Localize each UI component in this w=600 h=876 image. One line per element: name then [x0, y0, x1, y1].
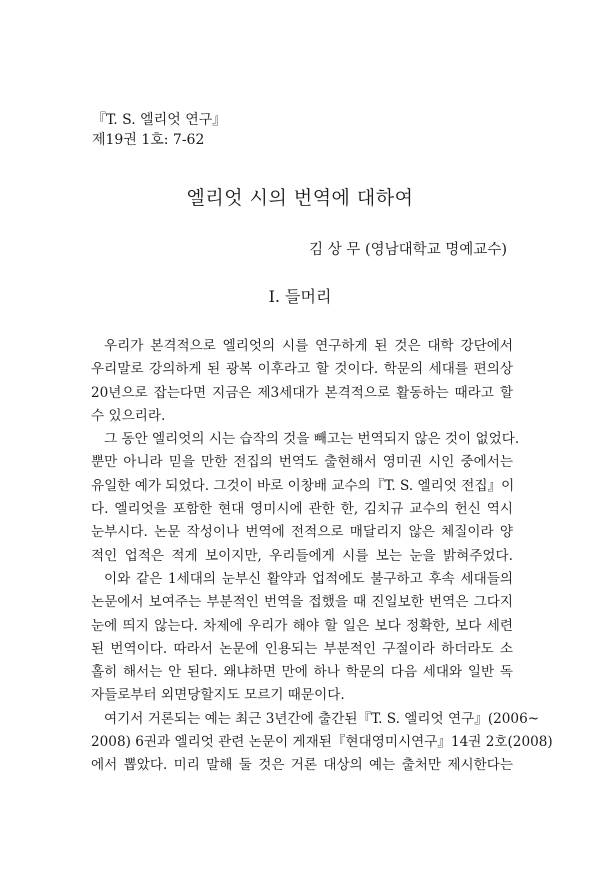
text-line: 논문에서 보여주는 부분적인 번역을 접했을 때 진일보한 번역은 그다지 [91, 594, 513, 611]
text-line: 수 있으리라. [91, 407, 166, 424]
text-line: 20년으로 잡는다면 지금은 제3세대가 본격적으로 활동하는 때라고 할 [91, 384, 513, 401]
text-line: 유일한 예가 되었다. 그것이 바로 이창배 교수의『T. S. 엘리엇 전집』이 [91, 477, 515, 494]
section-heading: Ⅰ. 들머리 [268, 287, 332, 306]
text-line: 눈에 띄지 않는다. 차제에 우리가 해야 할 일은 보다 정확한, 보다 세련 [91, 617, 513, 634]
paragraph-4 [91, 708, 553, 778]
body-text [91, 335, 553, 778]
text-line: 그 동안 엘리엇의 시는 습작의 것을 빼고는 번역되지 않은 것이 없었다. [104, 431, 520, 448]
text-line: 이와 같은 1세대의 눈부신 활약과 업적에도 불구하고 후속 세대들의 [104, 570, 513, 587]
journal-info [92, 110, 226, 150]
paper-title: 엘리엇 시의 번역에 대하여 [186, 187, 414, 209]
text-line: 적인 업적은 적게 보이지만, 우리들에게 시를 보는 눈을 밝혀주었다. [91, 547, 513, 564]
text-line: 다. 엘리엇을 포함한 현대 영미시에 관한 한, 김치규 교수의 헌신 역시 [91, 501, 513, 518]
text-line: 에서 뽑았다. 미리 말해 둘 것은 거론 대상의 예는 출처만 제시한다는 [91, 757, 513, 774]
text-line: 눈부시다. 논문 작성이나 번역에 전적으로 매달리지 않은 체질이라 양 [91, 524, 513, 541]
paragraph-1 [91, 335, 513, 428]
text-line: 2008) 6권과 엘리엇 관련 논문이 게재된『현대영미시연구』14권 2호(2008) [91, 734, 553, 751]
paragraph-3 [91, 568, 513, 708]
text-line: 우리가 본격적으로 엘리엇의 시를 연구하게 된 것은 대학 강단에서 [104, 338, 513, 354]
text-line: 여기서 거론되는 예는 최근 3년간에 출간된『T. S. 엘리엇 연구』(2006~ [104, 710, 540, 727]
paragraph-2 [91, 428, 520, 568]
text-line: 뿐만 아니라 믿을 만한 전집의 번역도 출현해서 영미권 시인 중에서는 [91, 454, 513, 471]
journal-issue: 제19권 1호: 7-62 [92, 132, 205, 148]
text-line: 홀히 해서는 안 된다. 왜냐하면 만에 하나 학문의 다음 세대와 일반 독 [91, 664, 513, 681]
text-line: 우리말로 강의하게 된 광복 이후라고 할 것이다. 학문의 세대를 편의상 [91, 361, 513, 378]
text-line: 자들로부터 외면당할지도 모르기 때문이다. [91, 687, 345, 704]
author-line: 김 상 무 (영남대학교 명예교수) [309, 242, 507, 258]
journal-name: 『T. S. 엘리엇 연구』 [92, 112, 227, 128]
text-line: 된 번역이다. 따라서 논문에 인용되는 부분적인 구절이라 하더라도 소 [91, 640, 513, 657]
